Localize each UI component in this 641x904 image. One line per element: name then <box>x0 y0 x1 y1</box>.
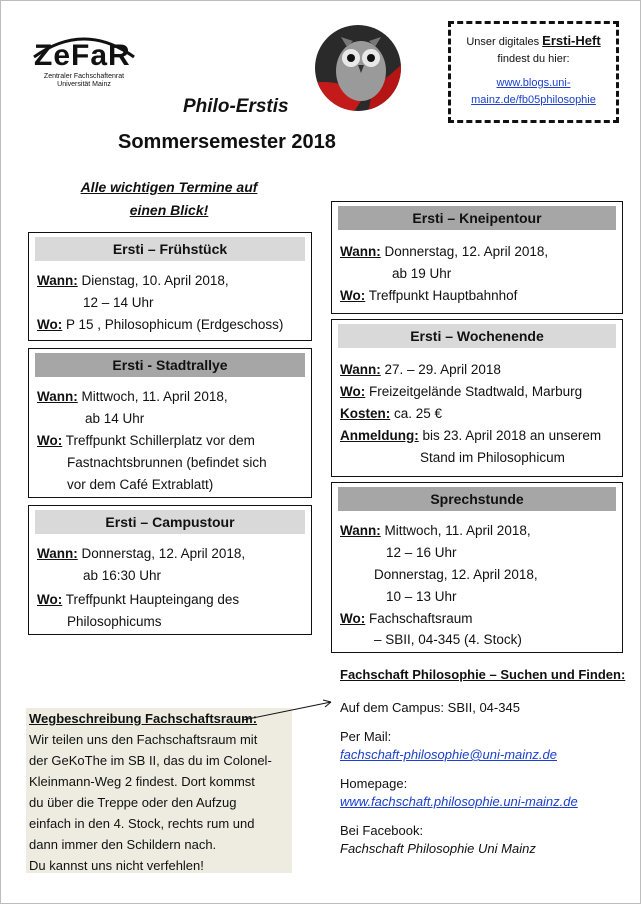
blog-link-cont[interactable]: mainz.de/fb05philosophie <box>471 94 596 106</box>
event-title: Philo-Erstis <box>183 96 289 117</box>
event-box-campustour: Ersti – Campustour Wann: Donnerstag, 12. April 2018, ab 16:30 Uhr Wo: Treffpunkt Haupteingang des Philosophicums <box>28 505 312 635</box>
arrow-icon <box>241 696 341 726</box>
logo-subtitle: Zentraler Fachschaftenrat Universität Mainz <box>43 73 125 88</box>
blog-link[interactable]: www.blogs.uni- <box>496 77 571 89</box>
event-box-wochenende: Ersti – Wochenende Wann: 27. – 29. April 2018 Wo: Freizeitgelände Stadtwald, Marburg Kosten: ca. 25 € Anmeldung: bis 23. April 2018 an unserem Stand im Philosophicum <box>331 319 623 477</box>
owl-icon <box>313 23 403 113</box>
homepage-link[interactable]: www.fachschaft.philosophie.uni-mainz.de <box>340 794 578 809</box>
ersti-heft-label: Ersti-Heft <box>542 33 601 48</box>
contact-heading: Fachschaft Philosophie – Suchen und Finden: <box>340 667 626 682</box>
campus-location: Auf dem Campus: SBII, 04-345 <box>340 700 520 715</box>
box-header: Ersti - Stadtrallye <box>35 353 305 377</box>
semester-title: Sommersemester 2018 <box>118 131 336 153</box>
directions-box: Wegbeschreibung Fachschaftsraum: Wir teilen uns den Fachschaftsraum mit der GeKoThe im SB II, das du im Colonel- Kleinmann-Weg 2 findest. Dort kommst du über die Treppe oder den Aufzug einfach in den 4. Stock, rechts rum und dann immer den Schildern nach. Du kannst uns nicht verfehlen! <box>26 708 292 873</box>
intro-heading: Alle wichtigen Termine auf einen Blick! <box>80 179 258 218</box>
directions-title: Wegbeschreibung Fachschaftsraum: <box>29 711 258 726</box>
ersti-heft-notice: Unser digitales Ersti-Heft findest du hier: www.blogs.uni- mainz.de/fb05philosophie <box>448 21 619 123</box>
logo-text: ZeFaR <box>34 39 131 72</box>
box-header: Ersti – Campustour <box>35 510 305 534</box>
box-header: Ersti – Kneipentour <box>338 206 616 230</box>
event-box-fruehstueck: Ersti – Frühstück Wann: Dienstag, 10. April 2018, 12 – 14 Uhr Wo: P 15 , Philosophicum (Erdgeschoss) <box>28 232 312 341</box>
event-box-sprechstunde: Sprechstunde Wann: Mittwoch, 11. April 2018, 12 – 16 Uhr Donnerstag, 12. April 2018, 10 – 13 Uhr Wo: Fachschaftsraum – SBII, 04-345 (4. Stock) <box>331 482 623 653</box>
homepage-label: Homepage: <box>340 776 408 791</box>
event-box-kneipentour: Ersti – Kneipentour Wann: Donnerstag, 12. April 2018, ab 19 Uhr Wo: Treffpunkt Hauptbahnhof <box>331 201 623 314</box>
box-header: Sprechstunde <box>338 487 616 511</box>
mail-link[interactable]: fachschaft-philosophie@uni-mainz.de <box>340 747 557 762</box>
facebook-name: Fachschaft Philosophie Uni Mainz <box>340 841 536 856</box>
facebook-label: Bei Facebook: <box>340 823 424 838</box>
mail-label: Per Mail: <box>340 729 392 744</box>
event-box-stadtrallye: Ersti - Stadtrallye Wann: Mittwoch, 11. April 2018, ab 14 Uhr Wo: Treffpunkt Schillerplatz vor dem Fastnachtsbrunnen (befindet sich vor dem Café Extrablatt) <box>28 348 312 498</box>
box-header: Ersti – Wochenende <box>338 324 616 348</box>
box-header: Ersti – Frühstück <box>35 237 305 261</box>
